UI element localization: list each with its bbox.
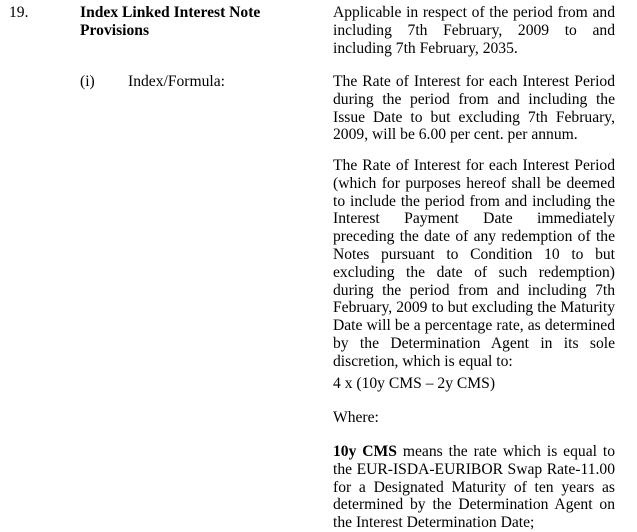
item-label: Index/Formula:	[128, 73, 226, 90]
definition-term: 10y CMS	[333, 443, 397, 460]
section-intro: Applicable in respect of the period from and including 7th February, 2009 to and including 7th February, 2035.	[333, 4, 615, 57]
definition-text: means the rate which is equal to the EUR-ISDA-EURIBOR Swap Rate-11.00 for a Designated Maturity of ten years as determined by the Determination Agent on the Interest Determination Date;	[333, 443, 615, 532]
interest-rate-paragraph-2: The Rate of Interest for each Interest Period (which for purposes hereof shall be deemed to include the period from and including the Interest Payment Date immediately preceding the date of any redemption of the Notes pursuant to Condition 10 to but excluding the date of such redemption) during the period from and including 7th February, 2009 to but excluding the Maturity Date will be a percentage rate, as determined by the Determination Agent in its sole discretion, which is equal to:	[333, 157, 615, 370]
interest-rate-paragraph-1: The Rate of Interest for each Interest Period during the period from and including the Issue Date to but excluding 7th February, 2009, will be 6.00 per cent. per annum.	[333, 73, 615, 144]
section-number: 19.	[9, 4, 29, 21]
section-heading: Index Linked Interest Note Provisions	[80, 4, 261, 39]
definition-10y-cms	[333, 443, 615, 532]
where-label: Where:	[333, 409, 379, 426]
item-number: (i)	[80, 73, 95, 90]
formula: 4 x (10y CMS – 2y CMS)	[333, 375, 496, 392]
